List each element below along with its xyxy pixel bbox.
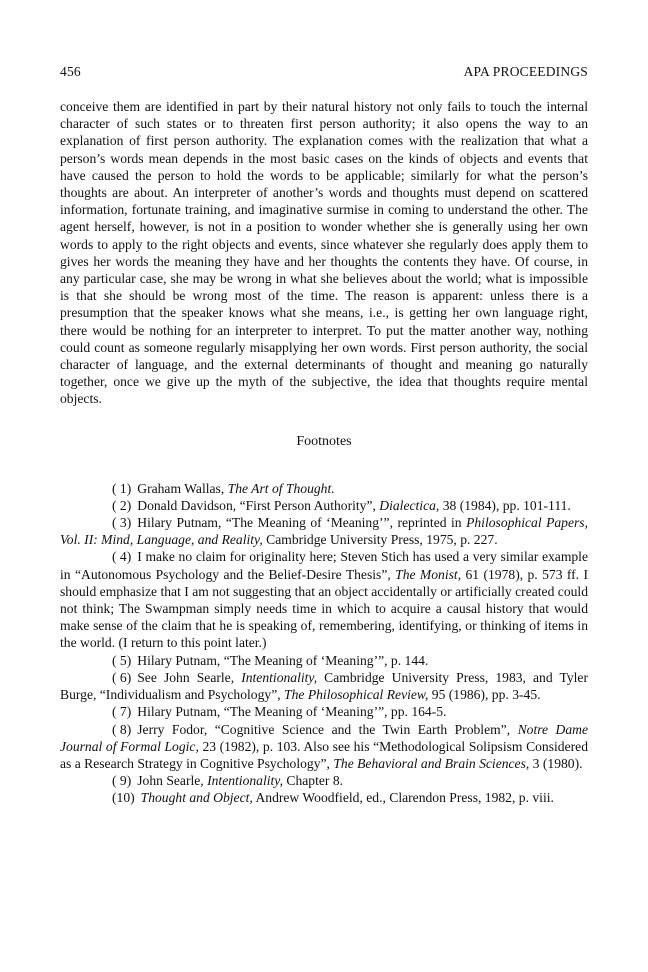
footnote-text: Cambridge University Press, 1983, and Tyler Burge, “Individualism and Psychology”,	[60, 669, 588, 703]
footnote-text: Jerry Fodor, “Cognitive Science and the Twin Earth Problem”,	[137, 721, 518, 737]
footnote-number: ( 7)	[112, 704, 132, 720]
footnote-text: 23 (1982), p. 103. Also see his “Methodological Solipsism Considered as a Research Strategy in Cognitive Psychology”,	[60, 738, 588, 771]
footnote-title-italic: Intentionality,	[207, 773, 283, 789]
footnote-text: Chapter 8.	[282, 773, 344, 789]
footnote-item	[60, 669, 588, 703]
footnote-text: 38 (1984), pp. 101-111.	[439, 497, 571, 513]
footnote-title-italic: The Behavioral and Brain Sciences,	[333, 755, 530, 771]
footnote-number: ( 6)	[112, 669, 132, 685]
footnote-item	[60, 772, 588, 789]
footnote-number: ( 5)	[112, 652, 132, 668]
footnotes-heading: Footnotes	[296, 433, 352, 449]
footnote-number: ( 4)	[112, 549, 132, 565]
footnote-text: I make no claim for originality here; Steven Stich has used a very similar example in “Autonomous Psychology and the Belief-Desire Thesis”,	[60, 549, 588, 582]
footnote-item	[60, 497, 588, 514]
footnote-text: Cambridge University Press, 1975, p. 227.	[262, 532, 498, 548]
footnote-number: ( 9)	[112, 773, 132, 789]
footnote-text: 95 (1986), pp. 3-45.	[428, 687, 541, 703]
footnote-text: Donald Davidson, “First Person Authority”,	[137, 497, 380, 513]
footnote-text: Hilary Putnam, “The Meaning of ‘Meaning’”, reprinted in	[137, 515, 467, 531]
footnote-item	[60, 703, 588, 720]
footnote-item	[60, 721, 588, 773]
footnote-title-italic: The Philosophical Review,	[284, 687, 429, 703]
footnote-text: Hilary Putnam, “The Meaning of ‘Meaning’”, p. 144.	[137, 652, 429, 668]
running-title: APA PROCEEDINGS	[463, 64, 588, 79]
document-page	[60, 64, 588, 807]
footnote-number: ( 1)	[112, 480, 132, 496]
footnote-item	[60, 652, 588, 669]
footnote-text: Andrew Woodfield, ed., Clarendon Press, 1982, p. viii.	[252, 790, 554, 806]
footnote-text: 61 (1978), p. 573 ff. I should emphasize that I am not suggesting that an object accidentally or artificially created could not think; The Swampman simply needs time in which to acquire a causal history that would make sense of the claim that he is speaking of, remembering, identifying, or thinking of items in the world. (I return to this point later.)	[60, 566, 588, 651]
footnote-item	[60, 480, 588, 497]
body-paragraph: conceive them are identified in part by their natural history not only fails to touch the internal character of such states or to threaten first person authority; it also opens the way to an explanation of first person authority. The explanation comes with the realization that what a person’s words mean depends in the most basic cases on the kinds of objects and events that have caused the person to hold the words to be applicable; similarly for what the person’s thoughts are about. An interpreter of another’s words and thoughts must depend on scattered information, fortunate training, and imaginative surmise in coming to understand the other. The agent herself, however, is not in a position to wonder whether she is generally using her own words to apply to the right objects and events, since whatever she regularly does apply them to gives her words the meaning they have and her thoughts the contents they have. Of course, in any particular case, she may be wrong in what she believes about the world; what is impossible is that she should be wrong most of the time. The reason is apparent: unless there is a presumption that the speaker knows what she means, i.e., is getting her own language right, there would be nothing for an interpreter to interpret. To put the matter another way, nothing could count as someone regularly misapplying her own words. First person authority, the social character of language, and the external determinants of thought and meaning go naturally together, once we give up the myth of the subjective, the idea that thoughts require mental objects.	[60, 99, 588, 407]
footnote-title-italic: Notre Dame Journal of Formal Logic,	[60, 721, 588, 754]
footnote-text: Hilary Putnam, “The Meaning of ‘Meaning’”, pp. 164-5.	[137, 704, 447, 720]
page-number: 456	[60, 64, 81, 79]
footnote-text: Graham Wallas,	[137, 480, 228, 496]
footnote-title-italic: The Monist,	[395, 566, 462, 582]
page-header	[60, 64, 588, 80]
footnote-text: See John Searle,	[137, 669, 242, 685]
footnote-item	[60, 789, 588, 806]
footnote-title-italic: Thought and Object,	[140, 790, 253, 806]
footnote-text: 3 (1980).	[529, 755, 583, 771]
footnote-item	[60, 548, 588, 651]
footnote-number: ( 2)	[112, 497, 132, 513]
footnote-number: ( 8)	[112, 721, 132, 737]
footnote-number: ( 3)	[112, 515, 132, 531]
footnote-number: (10)	[112, 790, 135, 806]
footnote-title-italic: Intentionality,	[241, 669, 318, 685]
footnote-title-italic: Philosophical Papers, Vol. II: Mind, Language, and Reality,	[60, 515, 588, 548]
footnote-text: John Searle,	[137, 773, 208, 789]
footnote-item	[60, 514, 588, 548]
footnote-title-italic: The Art of Thought.	[227, 480, 335, 496]
footnotes-list	[60, 480, 588, 807]
footnote-title-italic: Dialectica,	[379, 497, 440, 513]
